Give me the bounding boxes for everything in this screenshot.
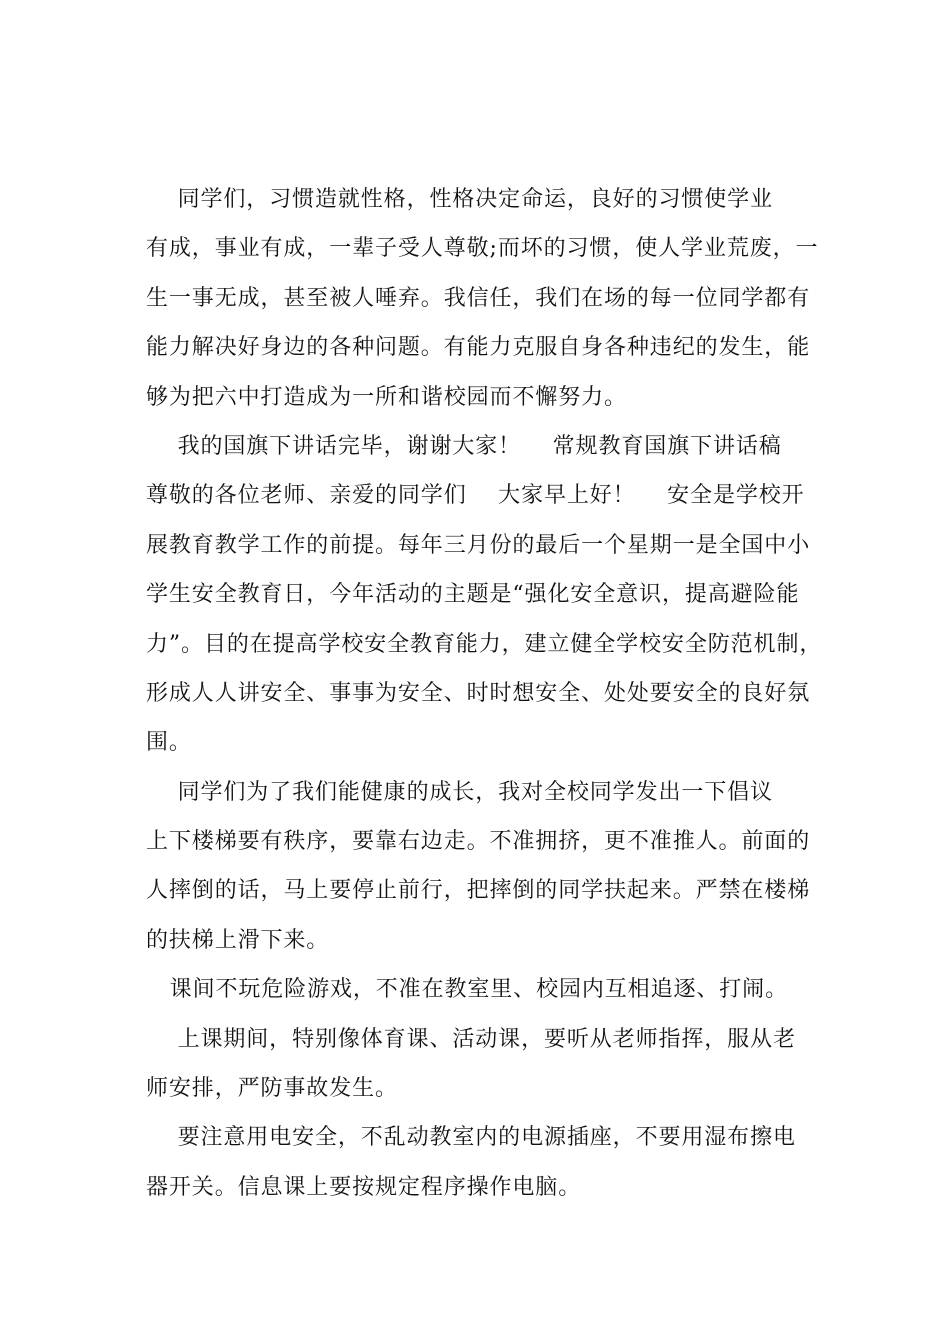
text-line: 同学们，习惯造就性格，性格决定命运，良好的习惯使学业 (146, 187, 773, 212)
text-line: 师安排，严防事故发生。 (146, 1076, 398, 1102)
text-line: 形成人人讲安全、事事为安全、时时想安全、处处要安全的良好氛 (146, 680, 811, 706)
text-line: 能力解决好身边的各种问题。有能力克服自身各种违纪的发生，能 (146, 335, 811, 361)
text-line: 够为把六中打造成为一所和谐校园而不懈努力。 (146, 384, 627, 410)
text-line: 我的国旗下讲话完毕，谢谢大家！ 常规教育国旗下讲话稿 (146, 433, 782, 459)
text-line: 的扶梯上滑下来。 (146, 927, 330, 953)
text-line: 要注意用电安全，不乱动教室内的电源插座，不要用湿布擦电 (146, 1125, 796, 1151)
text-line: 尊敬的各位老师、亲爱的同学们 大家早上好！ 安全是学校开 (146, 483, 805, 509)
text-line: 上下楼梯要有秩序，要靠右边走。不准拥挤，更不准推人。前面的 (146, 829, 811, 855)
text-line: 课间不玩危险游戏，不准在教室里、校园内互相追逐、打闹。 (146, 977, 788, 1003)
text-line: 有成，事业有成，一辈子受人尊敬;而坏的习惯，使人学业荒废，一 (146, 236, 819, 262)
text-line: 生一事无成，甚至被人唾弃。我信任，我们在场的每一位同学都有 (146, 285, 811, 311)
text-line: 围。 (146, 730, 192, 756)
text-line: 上课期间，特别像体育课、活动课，要听从老师指挥，服从老 (146, 1026, 796, 1052)
text-line: 力”。目的在提高学校安全教育能力，建立健全学校安全防范机制， (146, 631, 823, 657)
text-line: 人摔倒的话，马上要停止前行，把摔倒的同学扶起来。严禁在楼梯 (146, 878, 811, 904)
text-line: 同学们为了我们能健康的成长，我对全校同学发出一下倡议 (146, 779, 773, 805)
text-line: 展教育教学工作的前提。每年三月份的最后一个星期一是全国中小 (146, 532, 811, 558)
text-line: 器开关。信息课上要按规定程序操作电脑。 (146, 1174, 582, 1200)
document-body (146, 183, 823, 1220)
text-line: 学生安全教育日，今年活动的主题是“强化安全意识，提高避险能 (146, 582, 800, 608)
